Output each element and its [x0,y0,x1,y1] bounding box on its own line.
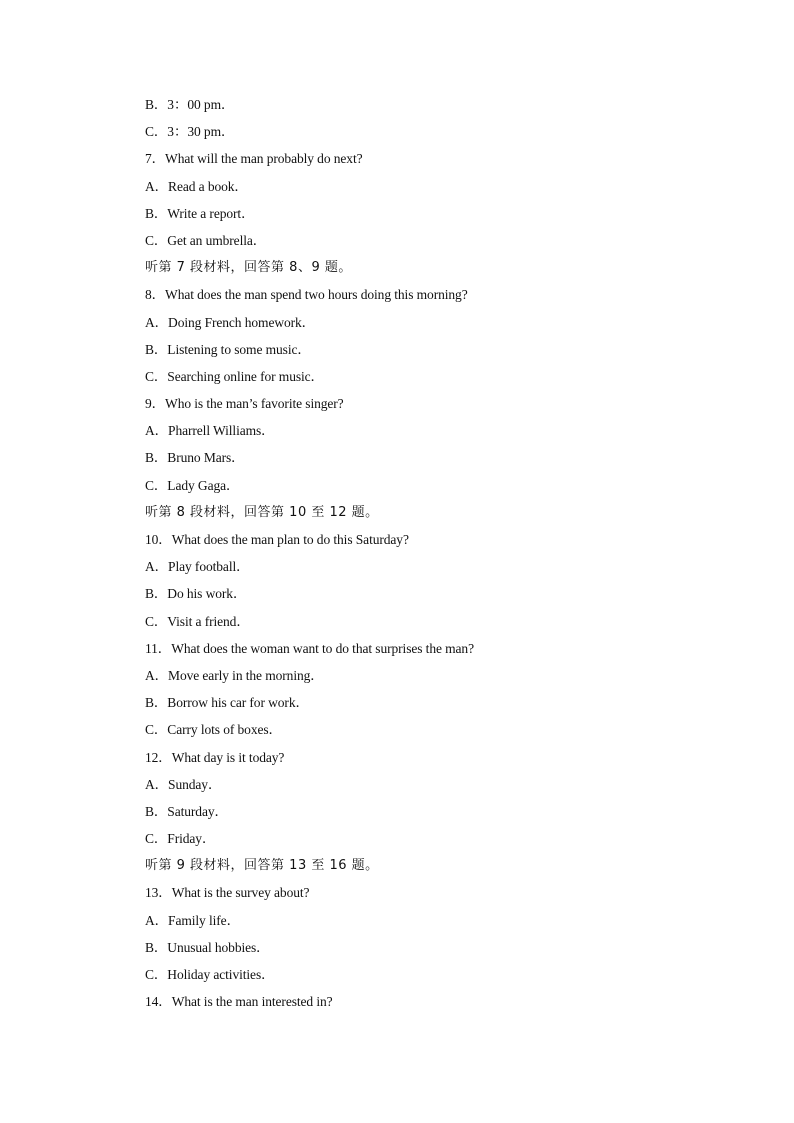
question-line: 7．What will the man probably do next? [145,151,363,167]
question-line: 13．What is the survey about? [145,885,310,901]
section-heading: 听第 9 段材料，回答第 13 至 16 题。 [145,858,379,874]
question-line: 8．What does the man spend two hours doing this morning? [145,287,468,303]
section-heading: 听第 8 段材料，回答第 10 至 12 题。 [145,504,379,520]
option-line: A．Family life． [145,912,240,928]
option-line: A．Read a book． [145,178,248,194]
question-line: 12．What day is it today? [145,749,285,765]
option-line: C．Lady Gaga． [145,477,240,493]
question-line: 9．Who is the man’s favorite singer? [145,396,344,412]
option-line: A．Play football． [145,559,250,575]
option-line: A．Move early in the morning． [145,667,324,683]
option-line: B．Write a report． [145,205,255,221]
text-body [145,94,705,1018]
option-line: C．Friday． [145,831,216,847]
option-line: A．Sunday． [145,776,222,792]
option-line: A．Doing French homework． [145,314,316,330]
option-line: C．Get an umbrella． [145,232,267,248]
option-line: B．Saturday． [145,803,228,819]
section-heading: 听第 7 段材料，回答第 8、9 题。 [145,260,352,276]
question-line: 14．What is the man interested in? [145,994,333,1010]
option-line: B．Unusual hobbies． [145,939,270,955]
option-line: A．Pharrell Williams． [145,423,275,439]
option-line: C．Visit a friend． [145,613,250,629]
option-line: C．Searching online for music． [145,368,324,384]
option-line: B．Do his work． [145,586,247,602]
option-line: B．Listening to some music． [145,341,311,357]
question-line: 10．What does the man plan to do this Saturday? [145,532,409,547]
option-line: B．Borrow his car for work． [145,695,309,711]
option-line: C．Carry lots of boxes． [145,722,282,738]
option-line: B．3：00 pm． [145,97,235,112]
question-line: 11．What does the woman want to do that surprises the man? [145,640,474,656]
option-line: C．3：30 pm． [145,124,235,140]
option-line: B．Bruno Mars． [145,450,245,466]
option-line: C．Holiday activities． [145,967,275,982]
